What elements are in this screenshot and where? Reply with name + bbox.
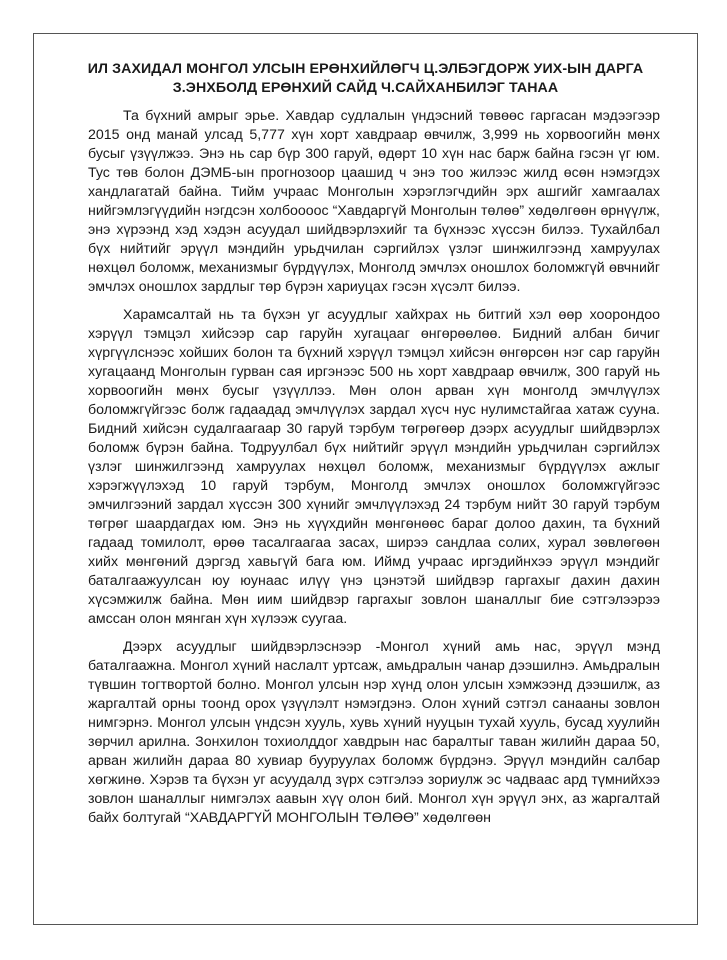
paragraph-2: Харамсалтай нь та бүхэн уг асуудлыг хайхрах нь битгий хэл өөр хоорондоо хэрүүл тэмцэл хийсээр сар гаруйн хугацааг өнгөрөөлөө. Бидний албан бичиг хүргүүлснээс хойших болон та бүхний хэрүүл тэмцэл хийсэн өнгөрсөн нэг сар гаруйн хугацаанд Монголын гурван сая иргэнээс 500 нь хорт хавдраар өвчилж, 300 гаруй нь хорвоогийн мөнх бусыг үзүүллээ. Мөн олон арван хүн монголд эмчлүүлэх боломжгүйгээс болж гадаадад эмчлүүлэх зардал хүсч нус нулимстайгаа хатаж сууна. Бидний хийсэн судалгаагаар 30 гаруй тэрбум төгрөгөөр дээрх асуудлыг шийдвэрлэх боломж бүрэн байна. Тодруулбал бүх нийтийг эрүүл мэндийн урьдчилан сэргийлэх үзлэг шинжилгээнд хамруулах нөхцөл боломж, механизмыг бүрдүүлэх ажлыг хэрэгжүүлэхэд 10 гаруй тэрбум, Монголд эмчлэх оношлох боломжгүйгээс эмчилгээний зардал хүссэн 300 хүнийг эмчлүүлэхэд 24 тэрбум нийт 30 гаруй тэрбум төгрөг шаардагдах юм. Энэ нь хүүхдийн мөнгөнөөс бараг долоо дахин, та бүхний гадаад томилолт, өрөө тасалгаагаа засах, ширээ сандлаа солих, хурал зөвлөгөөн хийх мөнгөний дэргэд хавьгүй бага юм. Иймд учраас иргэдийнхээ эрүүл мэндийг баталгаажуулсан юу юунаас илүү үнэ цэнэтэй шийдвэр гаргахыг дахин дахин хүсэмжилж байна. Мөн иим шийдвэр гаргахыг зовлон шаналлыг бие сэтгэлээрээ амссан олон мянган хүн хүлээж суугаа. bbox=[88, 307, 660, 627]
letter-title bbox=[35, 60, 696, 98]
title-line-1: ИЛ ЗАХИДАЛ МОНГОЛ УЛСЫН ЕРӨНХИЙЛӨГЧ Ц.ЭЛБЭГДОРЖ УИХ-ЫН ДАРГА bbox=[87, 61, 644, 77]
paragraph-3: Дээрх асуудлыг шийдвэрлэснээр -Монгол хүний амь нас, эрүүл мэнд баталгаажна. Монгол хүний наслалт уртсаж, амьдралын чанар дээшилнэ. Амьдралын түвшин тогтвортой болно. Монгол улсын нэр хүнд олон улсын хэмжээнд дээшилж, аз жаргалтай орны тоонд орох үзүүлэлт нэмэгдэнэ. Олон хүний сэтгэл санааны зовлон нимгэрнэ. Монгол улсын үндсэн хууль, хувь хүний нууцын тухай хууль, бусад хуулийн зөрчил арилна. Зонхилон тохиолддог хавдрын нас баралтыг таван жилийн дараа 50, арван жилийн дараа 80 хувиар бууруулах боломж бүрдэнэ. Эрүүл мэндийн салбар хөгжинө. Хэрэв та бүхэн уг асуудалд зүрх сэтгэлээ зориулж эс чадваас ард түмнийхээ зовлон шаналлыг нимгэлэх аавын хүү олон бий. Монгол хүн эрүүл энх, аз жаргалтай байх болтугай “ХАВДАРГҮЙ МОНГОЛЫН ТӨЛӨӨ” хөдөлгөөн bbox=[88, 639, 660, 826]
paragraph-1: Та бүхний амрыг эрье. Хавдар судлалын үндэсний төвөөс гаргасан мэдээгээр 2015 онд манай улсад 5,777 хүн хорт хавдраар өвчилж, 3,999 нь хорвоогийн мөнх бусыг үзүүлжээ. Энэ нь сар бүр 300 гаруй, өдөрт 10 хүн нас барж байна гэсэн үг юм. Тус төв болон ДЭМБ-ын прогнозоор цаашид ч энэ тоо жилээс жилд өсөн нэмэгдэх хандлагатай байна. Тийм учраас Монголын хэрэглэгчдийн эрх ашгийг хамгаалах нийгэмлэгүүдийн нэгдсэн холбоооос “Хавдаргүй Монголын төлөө” хөдөлгөөн өрнүүлж, энэ хүрээнд хэд хэдэн асуудал шийдвэрлэхийг та бүхнээс хүссэн билээ. Тухайлбал бүх нийтийг эрүүл мэндийн урьдчилан сэргийлэх үзлэг шинжилгээнд хамруулах нөхцөл боломж, механизмыг бүрдүүлэх, Монголд эмчлэх оношлох боломжгүй өвчнийг эмчлэх оношлох зардлыг төр бүрэн хариуцах гэсэн хүсэлт билээ. bbox=[88, 108, 660, 295]
title-line-2: З.ЭНХБОЛД ЕРӨНХИЙ САЙД Ч.САЙХАНБИЛЭГ ТАНАА bbox=[172, 80, 559, 96]
letter-body bbox=[88, 107, 660, 837]
